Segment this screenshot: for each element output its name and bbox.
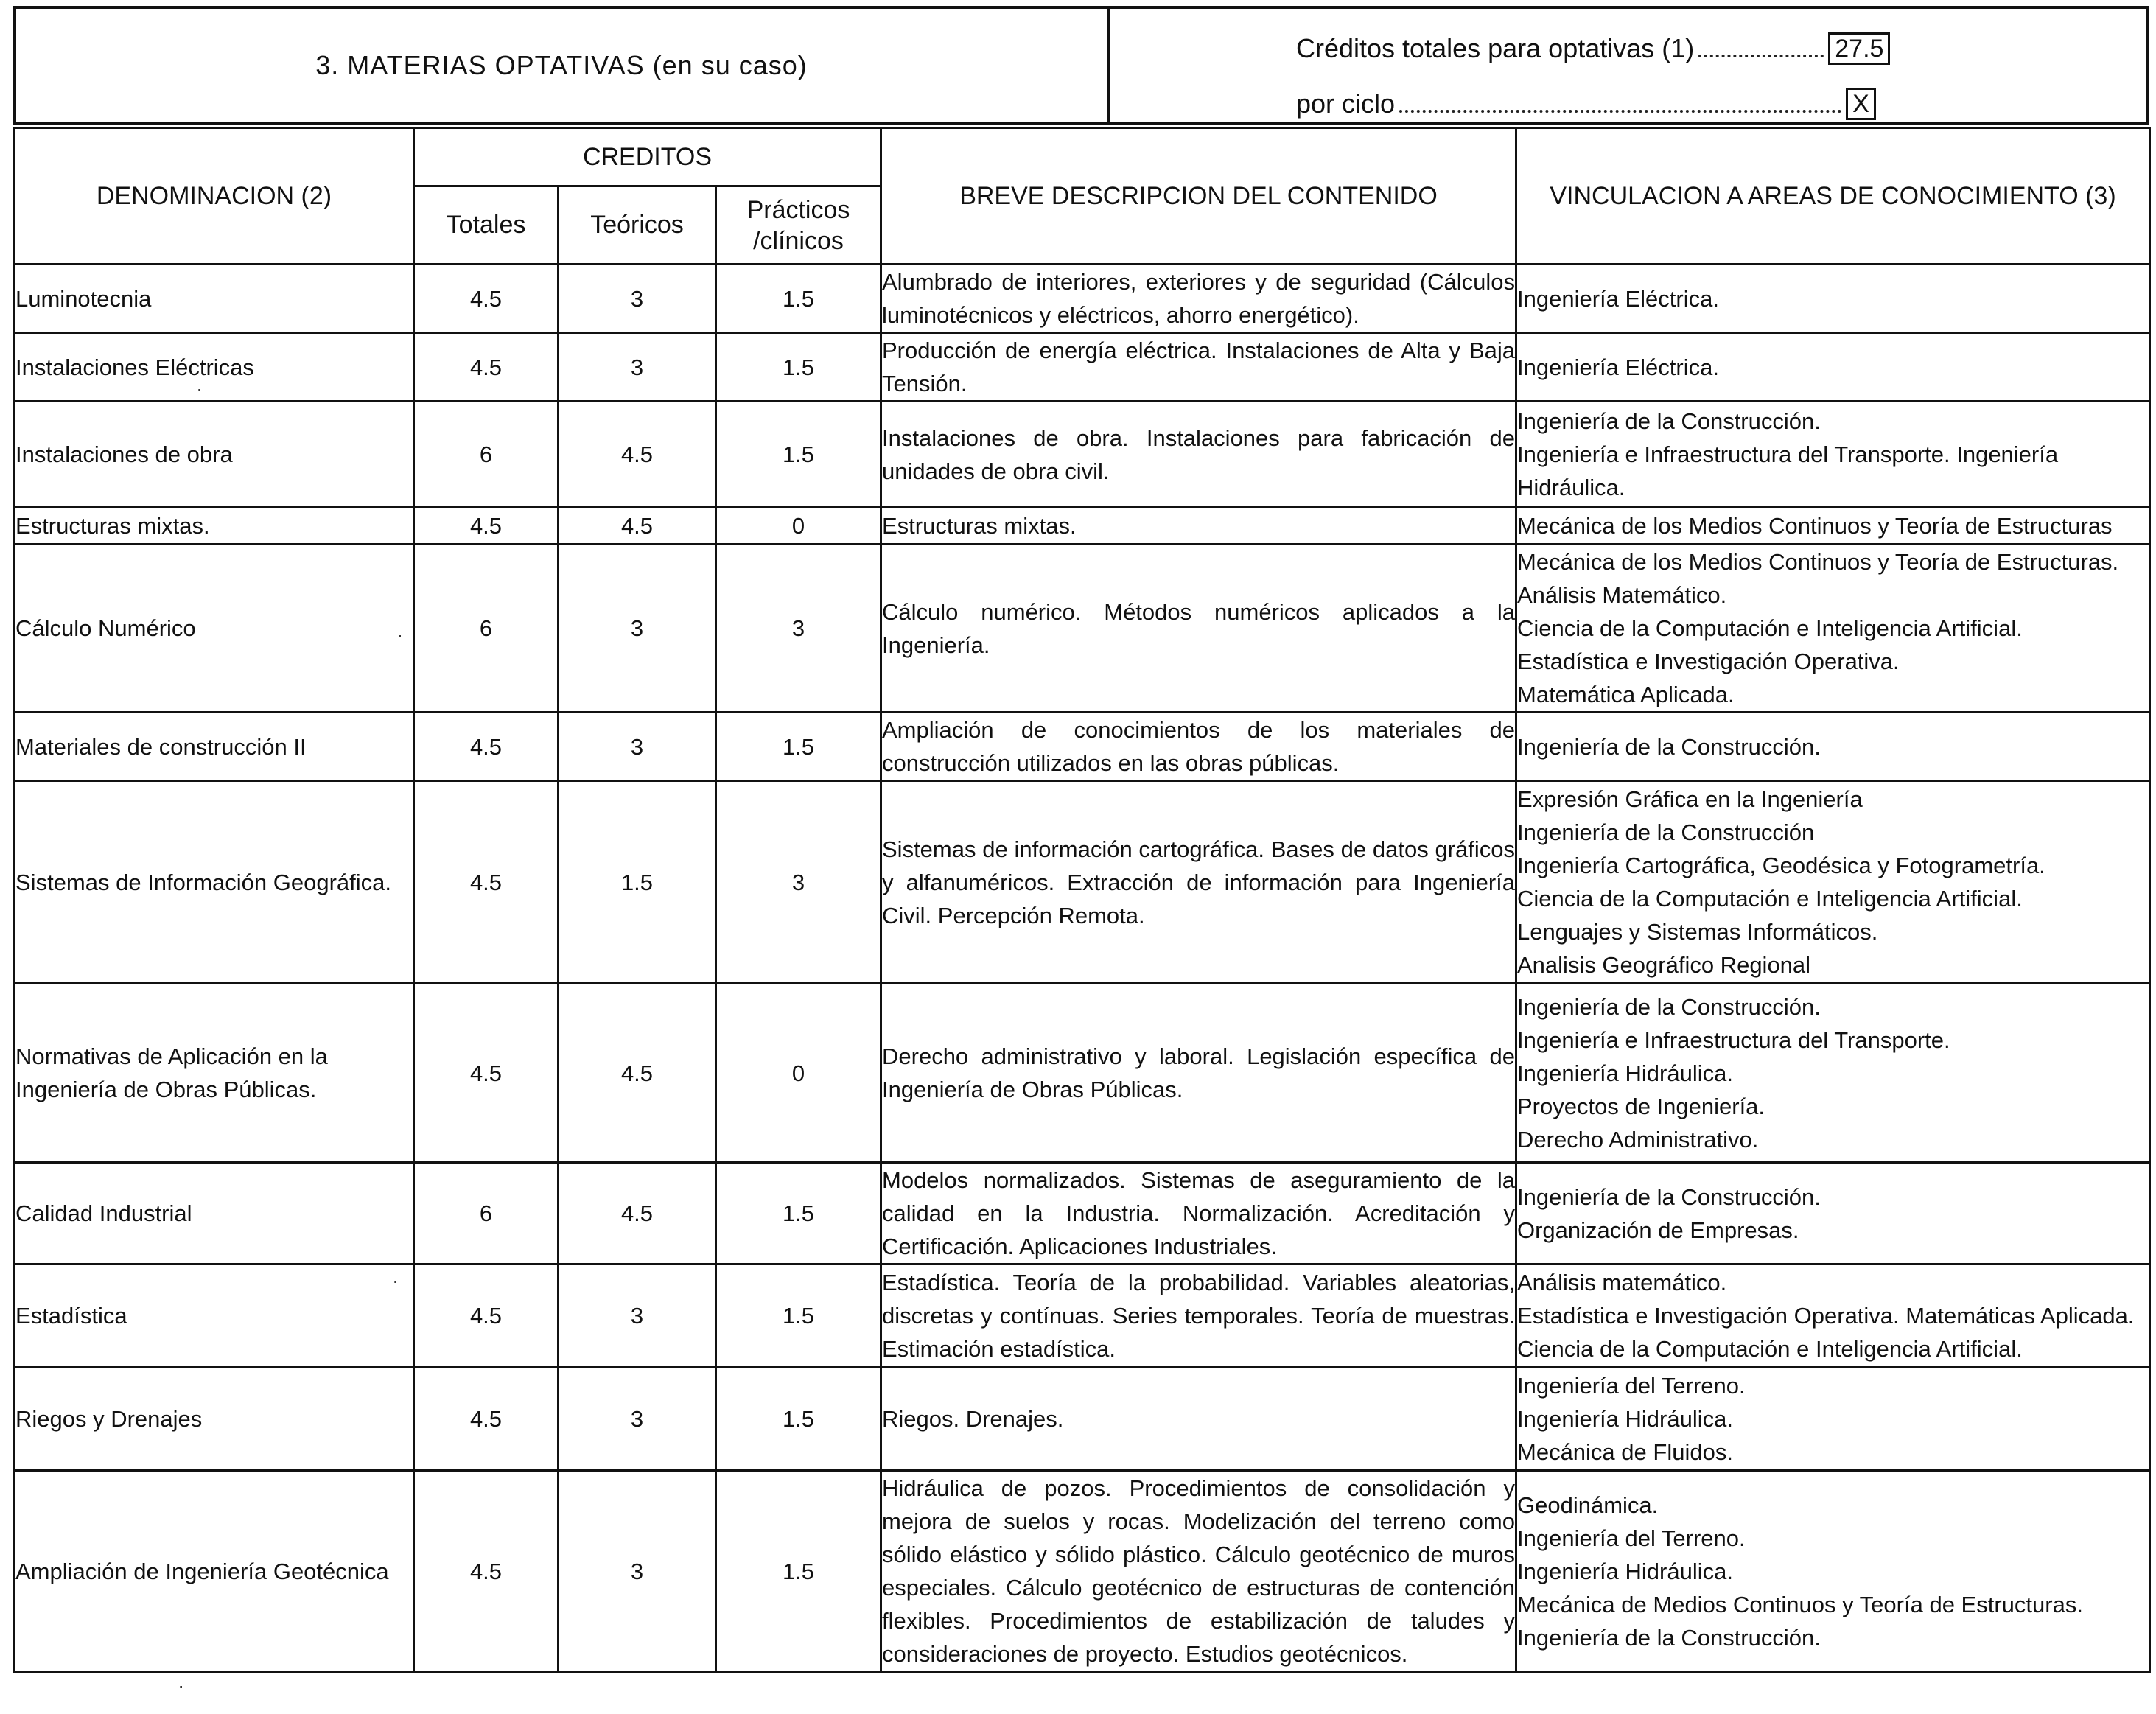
knowledge-area-item: Ingeniería de la Construcción xyxy=(1517,819,1815,845)
content-description: Modelos normalizados. Sistemas de aseguramiento de la calidad en la Industria. Normalización. Acreditación y Certificación. Aplicaciones Industriales. xyxy=(881,1163,1516,1264)
subject-name: Estructuras mixtas. xyxy=(15,508,414,545)
credits-teoricos: 3 xyxy=(559,1471,716,1672)
col-header-creditos: CREDITOS xyxy=(414,128,881,186)
knowledge-area-item: Ingeniería Hidráulica. xyxy=(1517,1406,1733,1432)
content-description: Alumbrado de interiores, exteriores y de seguridad (Cálculos luminotécnicos y eléctricos, ahorro energético). xyxy=(881,265,1516,333)
scan-speck: · xyxy=(178,1674,185,1697)
subject-name: Riegos y Drenajes xyxy=(15,1368,414,1471)
subject-name: Instalaciones de obra xyxy=(15,402,414,508)
subject-name: Sistemas de Información Geográfica. xyxy=(15,781,414,984)
section-title: 3. MATERIAS OPTATIVAS (en su caso) xyxy=(16,9,1110,122)
table-row xyxy=(15,333,2150,402)
col-header-denominacion: DENOMINACION (2) xyxy=(15,128,414,265)
content-description: Cálculo numérico. Métodos numéricos aplicados a la Ingeniería. xyxy=(881,545,1516,713)
credits-teoricos: 4.5 xyxy=(559,1163,716,1264)
knowledge-area-item: Derecho Administrativo. xyxy=(1517,1126,1759,1152)
credits-practicos: 1.5 xyxy=(716,333,881,402)
credits-practicos: 1.5 xyxy=(716,1264,881,1368)
knowledge-area-item: Ingeniería de la Construcción. xyxy=(1517,1624,1821,1651)
credits-totales: 4.5 xyxy=(414,1264,559,1368)
content-description: Sistemas de información cartográfica. Bases de datos gráficos y alfanuméricos. Extracción de información para Ingeniería Civil. Percepción Remota. xyxy=(881,781,1516,984)
content-description: Derecho administrativo y laboral. Legislación específica de Ingeniería de Obras Públicas. xyxy=(881,984,1516,1163)
per-cycle-label: por ciclo xyxy=(1296,88,1396,119)
table-row xyxy=(15,508,2150,545)
credits-teoricos: 3 xyxy=(559,1264,716,1368)
table-body xyxy=(15,265,2150,1672)
col-header-vinculacion: VINCULACION A AREAS DE CONOCIMIENTO (3) xyxy=(1516,128,2150,265)
credits-totales: 6 xyxy=(414,545,559,713)
knowledge-area-item: Ingeniería de la Construcción. xyxy=(1517,993,1821,1020)
knowledge-area-item: Mecánica de Medios Continuos y Teoría de Estructuras. xyxy=(1517,1591,2083,1617)
col-header-descripcion: BREVE DESCRIPCION DEL CONTENIDO xyxy=(881,128,1516,265)
scan-speck: · xyxy=(396,623,404,646)
knowledge-areas xyxy=(1516,333,2150,402)
knowledge-area-item: Organización de Empresas. xyxy=(1517,1217,1799,1243)
knowledge-area-item: Geodinámica. xyxy=(1517,1491,1659,1518)
knowledge-area-item: Ingeniería de la Construcción. xyxy=(1517,408,1821,434)
knowledge-area-item: Ingeniería de la Construcción. xyxy=(1517,733,1821,760)
knowledge-area-item: Análisis matemático. xyxy=(1517,1270,1727,1295)
knowledge-area-item: Ciencia de la Computación e Inteligencia Artificial. xyxy=(1517,615,2023,641)
subject-name: Instalaciones Eléctricas xyxy=(15,333,414,402)
subject-name: Calidad Industrial xyxy=(15,1163,414,1264)
credits-teoricos: 3 xyxy=(559,265,716,333)
credits-summary xyxy=(1110,9,2146,122)
knowledge-areas xyxy=(1516,402,2150,508)
knowledge-area-item: Análisis Matemático. xyxy=(1517,582,1727,608)
per-cycle-line xyxy=(1296,88,1876,120)
credits-practicos: 1.5 xyxy=(716,1163,881,1264)
credits-totales: 4.5 xyxy=(414,713,559,781)
credits-practicos: 0 xyxy=(716,508,881,545)
knowledge-area-item: Ingeniería e Infraestructura del Transporte. xyxy=(1517,1026,1950,1053)
optional-subjects-table xyxy=(13,127,2151,1673)
credits-practicos: 1.5 xyxy=(716,265,881,333)
scan-speck: · xyxy=(196,377,203,400)
col-header-teoricos: Teóricos xyxy=(559,186,716,265)
col-header-totales: Totales xyxy=(414,186,559,265)
credits-totales: 4.5 xyxy=(414,333,559,402)
table-row xyxy=(15,545,2150,713)
per-cycle-value: X xyxy=(1846,88,1876,120)
subject-name: Estadística xyxy=(15,1264,414,1368)
credits-teoricos: 1.5 xyxy=(559,781,716,984)
credits-totales: 4.5 xyxy=(414,1368,559,1471)
knowledge-area-item: Analisis Geográfico Regional xyxy=(1517,952,1811,978)
table-header-row xyxy=(15,128,2150,186)
knowledge-area-item: Ingeniería Hidráulica. xyxy=(1517,1060,1733,1086)
scan-speck: · xyxy=(392,1269,399,1292)
table-row xyxy=(15,265,2150,333)
credits-totales: 4.5 xyxy=(414,265,559,333)
table-row xyxy=(15,1163,2150,1264)
credits-teoricos: 3 xyxy=(559,1368,716,1471)
knowledge-area-item: Ingeniería e Infraestructura del Transporte. Ingeniería Hidráulica. xyxy=(1517,441,2059,500)
credits-practicos: 1.5 xyxy=(716,1471,881,1672)
credits-teoricos: 3 xyxy=(559,545,716,713)
content-description: Estructuras mixtas. xyxy=(881,508,1516,545)
knowledge-area-item: Lenguajes y Sistemas Informáticos. xyxy=(1517,919,1878,945)
knowledge-areas xyxy=(1516,984,2150,1163)
knowledge-area-item: Mecánica de los Medios Continuos y Teoría de Estructuras. xyxy=(1517,549,2119,575)
credits-teoricos: 4.5 xyxy=(559,508,716,545)
section-header xyxy=(13,6,2149,125)
knowledge-area-item: Matemática Aplicada. xyxy=(1517,682,1735,707)
dotted-leader xyxy=(1399,102,1841,113)
credits-teoricos: 4.5 xyxy=(559,402,716,508)
credits-practicos: 1.5 xyxy=(716,713,881,781)
knowledge-area-item: Ciencia de la Computación e Inteligencia Artificial. xyxy=(1517,1336,2023,1362)
subject-name: Cálculo Numérico xyxy=(15,545,414,713)
knowledge-areas xyxy=(1516,781,2150,984)
knowledge-areas xyxy=(1516,1368,2150,1471)
knowledge-area-item: Ingeniería Eléctrica. xyxy=(1517,285,1719,312)
credits-practicos: 1.5 xyxy=(716,402,881,508)
credits-totales: 4.5 xyxy=(414,781,559,984)
credits-total-label: Créditos totales para optativas (1) xyxy=(1296,33,1695,63)
table-row xyxy=(15,1264,2150,1368)
knowledge-area-item: Mecánica de Fluidos. xyxy=(1517,1439,1733,1465)
knowledge-area-item: Mecánica de los Medios Continuos y Teoría de Estructuras xyxy=(1517,513,2113,539)
credits-teoricos: 3 xyxy=(559,713,716,781)
credits-totales: 6 xyxy=(414,1163,559,1264)
content-description: Riegos. Drenajes. xyxy=(881,1368,1516,1471)
knowledge-areas xyxy=(1516,265,2150,333)
knowledge-area-item: Ingeniería del Terreno. xyxy=(1517,1525,1746,1551)
knowledge-areas xyxy=(1516,1163,2150,1264)
knowledge-area-item: Ingeniería Eléctrica. xyxy=(1517,354,1719,380)
credits-total-value: 27.5 xyxy=(1828,32,1890,65)
col-header-practicos: Prácticos /clínicos xyxy=(716,186,881,265)
table-row xyxy=(15,1368,2150,1471)
credits-teoricos: 4.5 xyxy=(559,984,716,1163)
content-description: Ampliación de conocimientos de los materiales de construcción utilizados en las obras públicas. xyxy=(881,713,1516,781)
credits-totales: 4.5 xyxy=(414,1471,559,1672)
content-description: Producción de energía eléctrica. Instalaciones de Alta y Baja Tensión. xyxy=(881,333,1516,402)
content-description: Hidráulica de pozos. Procedimientos de consolidación y mejora de suelos y rocas. Modelización del terreno como sólido elástico y sólido plástico. Cálculo geotécnico de muros especiales. Cálculo geotécnico de estructuras de contención flexibles. Procedimientos de estabilización de taludes y consideraciones de proyecto. Estudios geotécnicos. xyxy=(881,1471,1516,1672)
dotted-leader xyxy=(1698,47,1824,57)
credits-practicos: 0 xyxy=(716,984,881,1163)
table-row xyxy=(15,781,2150,984)
credits-practicos: 1.5 xyxy=(716,1368,881,1471)
table-row xyxy=(15,1471,2150,1672)
knowledge-area-item: Expresión Gráfica en la Ingeniería xyxy=(1517,786,1863,812)
knowledge-areas xyxy=(1516,1264,2150,1368)
table-row xyxy=(15,984,2150,1163)
subject-name: Ampliación de Ingeniería Geotécnica xyxy=(15,1471,414,1672)
knowledge-area-item: Estadística e Investigación Operativa. Matemáticas Aplicada. xyxy=(1517,1303,2135,1329)
knowledge-areas xyxy=(1516,508,2150,545)
knowledge-areas xyxy=(1516,545,2150,713)
credits-practicos: 3 xyxy=(716,545,881,713)
credits-totales: 6 xyxy=(414,402,559,508)
knowledge-area-item: Ingeniería Cartográfica, Geodésica y Fotogrametría. xyxy=(1517,853,2045,878)
credits-total-line xyxy=(1296,32,1890,65)
knowledge-areas xyxy=(1516,1471,2150,1672)
credits-teoricos: 3 xyxy=(559,333,716,402)
table-row xyxy=(15,713,2150,781)
credits-practicos: 3 xyxy=(716,781,881,984)
subject-name: Normativas de Aplicación en la Ingeniería de Obras Públicas. xyxy=(15,984,414,1163)
subject-name: Luminotecnia xyxy=(15,265,414,333)
knowledge-area-item: Ciencia de la Computación e Inteligencia Artificial. xyxy=(1517,886,2023,912)
subject-name: Materiales de construcción II xyxy=(15,713,414,781)
knowledge-area-item: Ingeniería de la Construcción. xyxy=(1517,1183,1821,1210)
table-row xyxy=(15,402,2150,508)
knowledge-area-item: Ingeniería del Terreno. xyxy=(1517,1373,1746,1399)
content-description: Instalaciones de obra. Instalaciones para fabricación de unidades de obra civil. xyxy=(881,402,1516,508)
credits-totales: 4.5 xyxy=(414,984,559,1163)
knowledge-area-item: Proyectos de Ingeniería. xyxy=(1517,1093,1765,1119)
knowledge-areas xyxy=(1516,713,2150,781)
knowledge-area-item: Ingeniería Hidráulica. xyxy=(1517,1558,1733,1584)
knowledge-area-item: Estadística e Investigación Operativa. xyxy=(1517,648,1900,674)
content-description: Estadística. Teoría de la probabilidad. Variables aleatorias, discretas y contínuas. Series temporales. Teoría de muestras. Estimación estadística. xyxy=(881,1264,1516,1368)
credits-totales: 4.5 xyxy=(414,508,559,545)
